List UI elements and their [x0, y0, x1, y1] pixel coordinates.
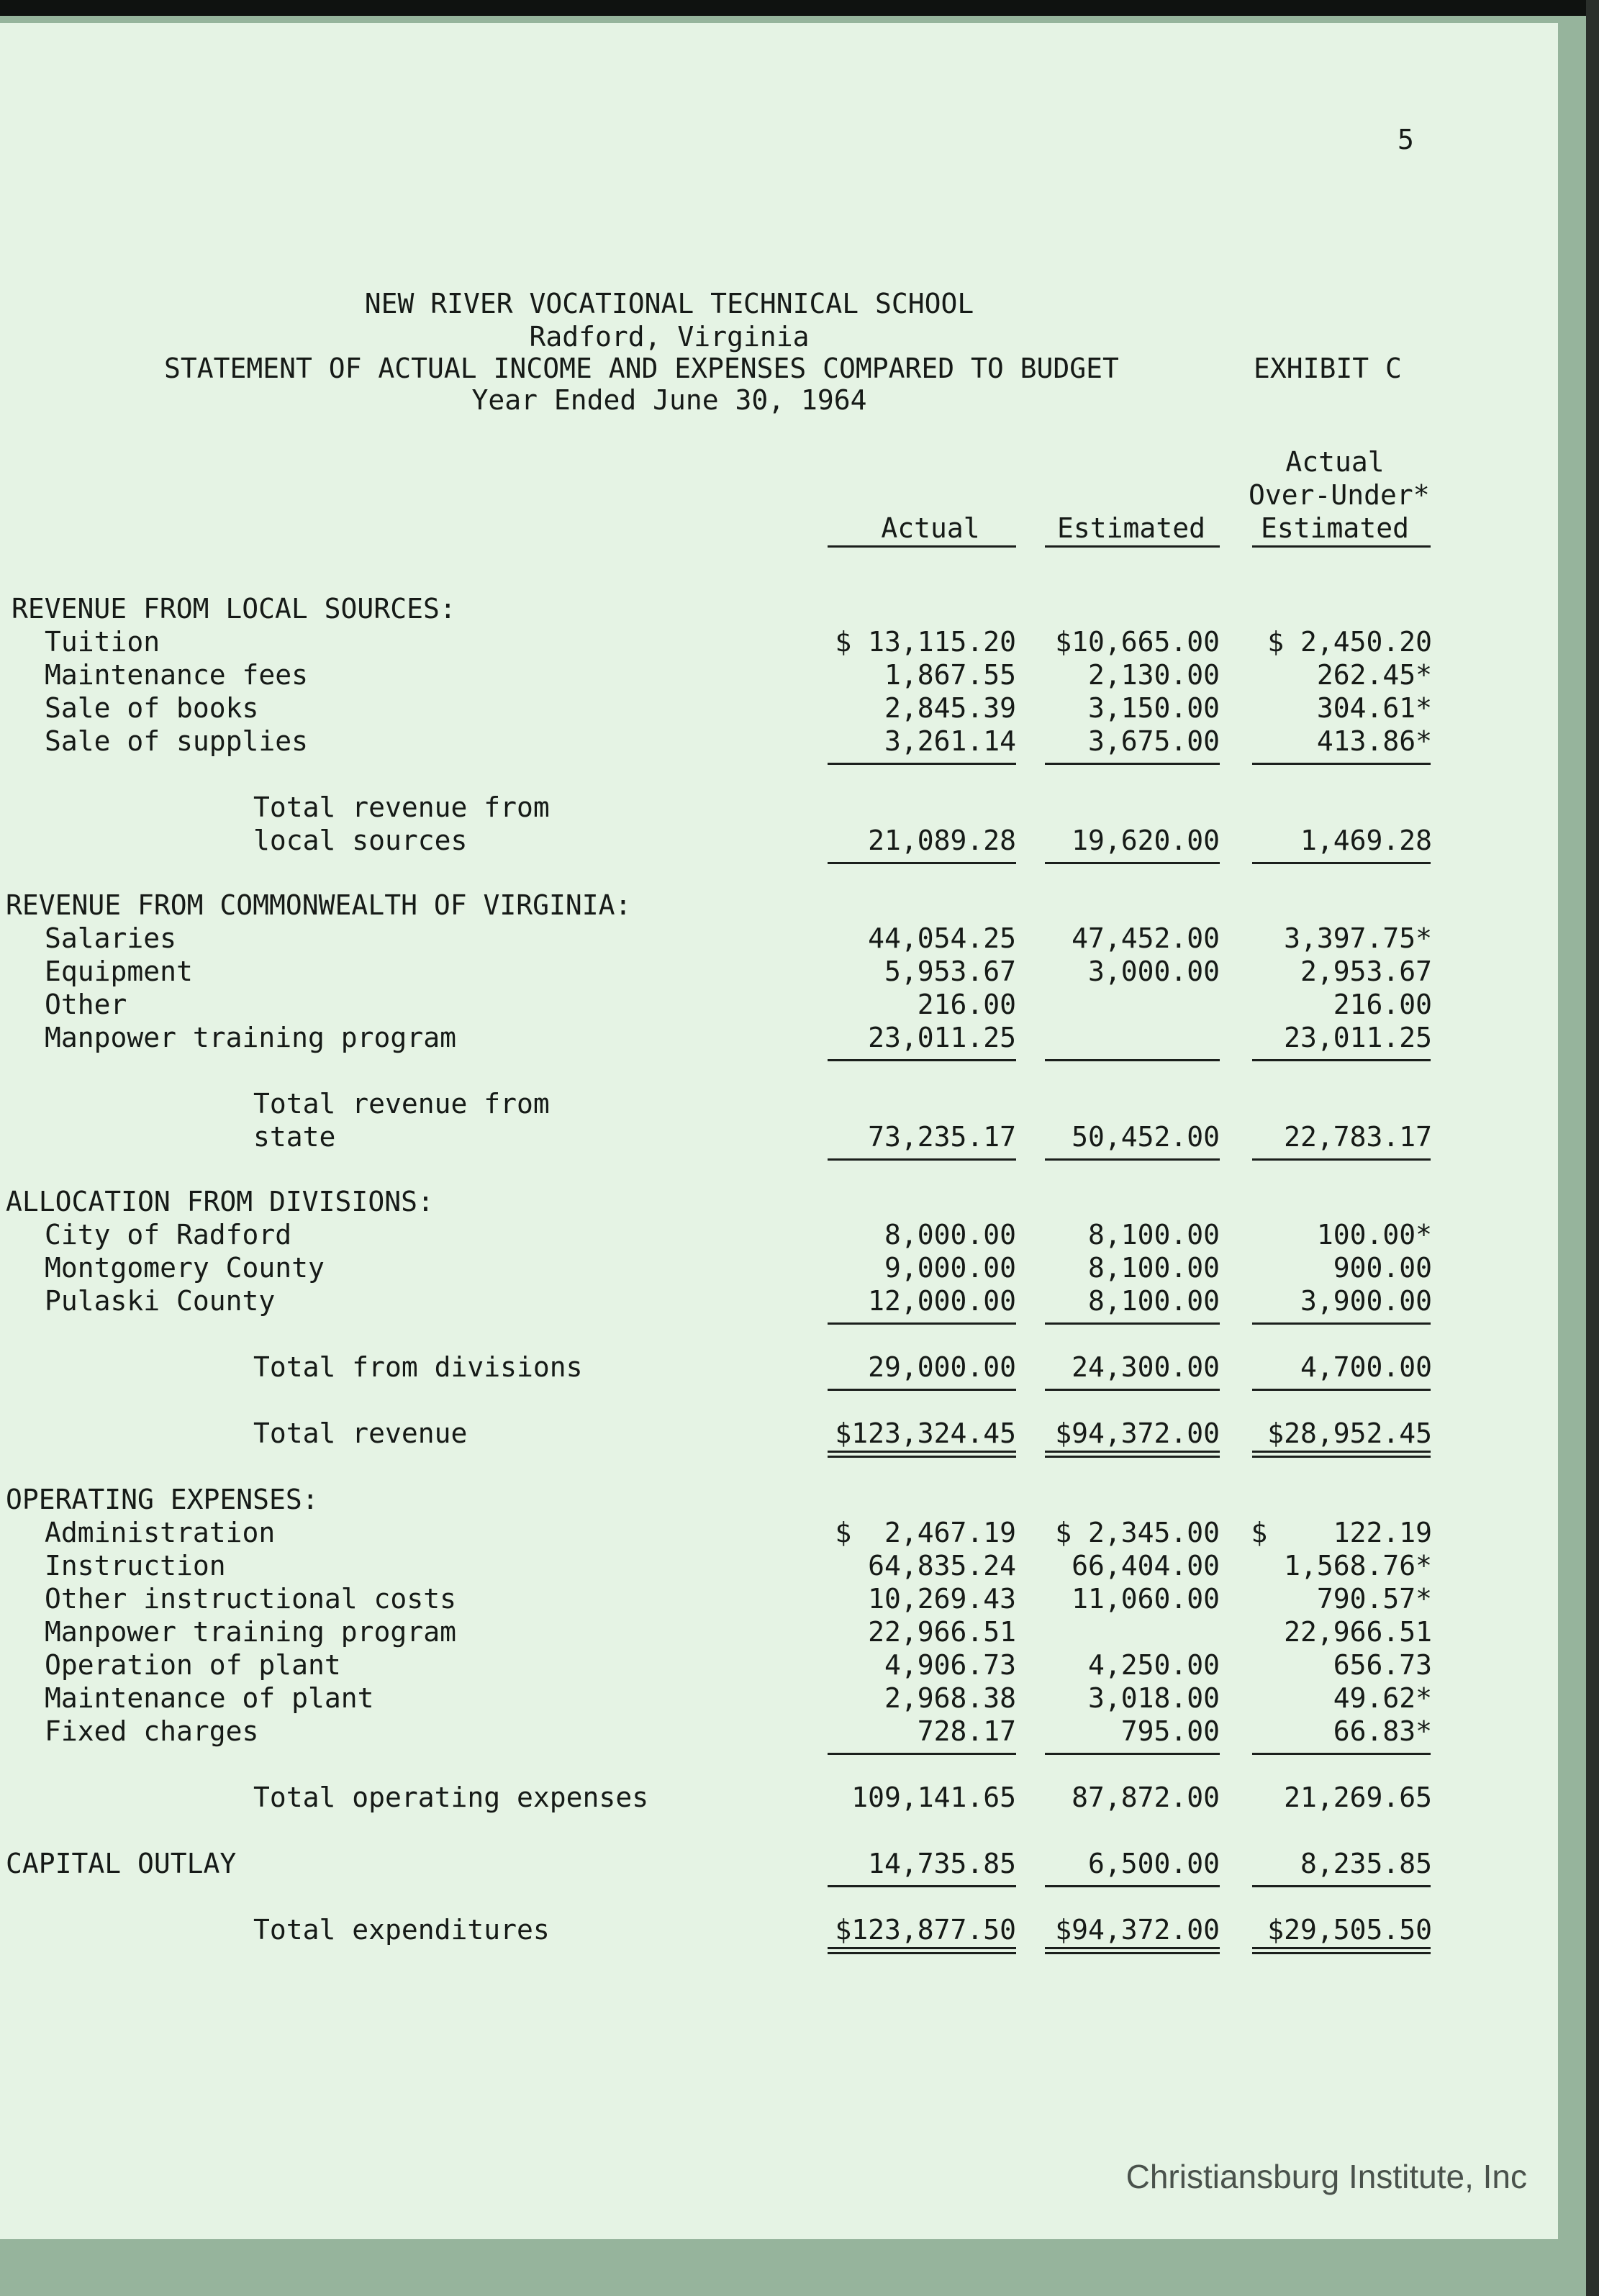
- capital-outlay-label: CAPITAL OUTLAY: [6, 1848, 237, 1879]
- cell-actual: 23,011.25: [868, 1022, 1016, 1053]
- row-label: Manpower training program: [45, 1022, 456, 1053]
- total-label: Total revenue from: [253, 1088, 550, 1120]
- row-label: Sale of books: [45, 692, 259, 724]
- total-rule: [1045, 1389, 1220, 1391]
- row-label: Manpower training program: [45, 1616, 456, 1648]
- cell-variance: 413.86*: [1316, 725, 1432, 757]
- row-label: Operation of plant: [45, 1649, 341, 1681]
- total-variance: 4,700.00: [1300, 1351, 1432, 1383]
- cell-estimated: 3,000.00: [1087, 956, 1220, 987]
- school-title: NEW RIVER VOCATIONAL TECHNICAL SCHOOL: [364, 288, 974, 319]
- total-revenue-estimated: $94,372.00: [1055, 1417, 1220, 1449]
- total-estimated: 24,300.00: [1072, 1351, 1220, 1383]
- cell-estimated: 8,100.00: [1087, 1219, 1220, 1251]
- total-rule: [1045, 862, 1220, 864]
- subtotal-rule: [1252, 763, 1431, 765]
- cell-variance: 304.61*: [1316, 692, 1432, 724]
- total-rule: [1252, 1158, 1431, 1161]
- subtotal-rule: [828, 1059, 1016, 1061]
- total-actual: 21,089.28: [868, 825, 1016, 856]
- cell-variance: $ 122.19: [1251, 1517, 1432, 1548]
- subtotal-rule: [1252, 1753, 1431, 1755]
- row-label: City of Radford: [45, 1219, 292, 1251]
- cell-actual: $ 2,467.19: [835, 1517, 1016, 1548]
- col-variance-line1: Actual: [1285, 446, 1385, 478]
- total-rule: [1045, 1158, 1220, 1161]
- total-rule: [828, 1389, 1016, 1391]
- row-label: Pulaski County: [45, 1285, 276, 1317]
- total-label: Total revenue from: [253, 791, 550, 823]
- cell-estimated: 66,404.00: [1072, 1550, 1220, 1582]
- row-label: Other instructional costs: [45, 1583, 456, 1615]
- subtotal-rule: [828, 1885, 1016, 1887]
- subtotal-rule: [828, 763, 1016, 765]
- subtotal-rule: [1045, 1885, 1220, 1887]
- cell-actual: 5,953.67: [884, 956, 1016, 987]
- watermark: Christiansburg Institute, Inc: [1125, 2158, 1527, 2195]
- col-variance-line3: Estimated: [1261, 512, 1409, 544]
- col-variance-rule: [1252, 545, 1431, 548]
- exhibit-label: EXHIBIT C: [1254, 353, 1402, 384]
- section-heading-local: REVENUE FROM LOCAL SOURCES:: [12, 593, 456, 625]
- subtotal-rule: [828, 1753, 1016, 1755]
- section-heading-divisions: ALLOCATION FROM DIVISIONS:: [6, 1186, 434, 1217]
- cell-estimated: 11,060.00: [1072, 1583, 1220, 1615]
- total-rule: [1252, 862, 1431, 864]
- total-variance: 1,469.28: [1300, 825, 1432, 856]
- row-label: Montgomery County: [45, 1252, 325, 1284]
- page-number: 5: [1398, 124, 1414, 155]
- total-actual: 109,141.65: [851, 1782, 1016, 1813]
- col-estimated-rule: [1045, 545, 1220, 548]
- cell-variance: 100.00*: [1316, 1219, 1432, 1251]
- row-label: Administration: [45, 1517, 276, 1548]
- cell-variance: 66.83*: [1333, 1715, 1432, 1747]
- cell-variance: 216.00: [1333, 989, 1432, 1020]
- cell-estimated: 8,100.00: [1087, 1285, 1220, 1317]
- subtotal-rule: [1252, 1059, 1431, 1061]
- total-actual: 73,235.17: [868, 1121, 1016, 1153]
- capital-variance: 8,235.85: [1300, 1848, 1432, 1879]
- row-label: Maintenance fees: [45, 659, 309, 691]
- row-label: Maintenance of plant: [45, 1682, 374, 1714]
- cell-variance: 2,953.67: [1300, 956, 1432, 987]
- total-estimated: 50,452.00: [1072, 1121, 1220, 1153]
- cell-variance: 790.57*: [1316, 1583, 1432, 1615]
- total-estimated: 87,872.00: [1072, 1782, 1220, 1813]
- cell-estimated: 3,018.00: [1087, 1682, 1220, 1714]
- cell-variance: 3,397.75*: [1284, 922, 1432, 954]
- total-rule: [828, 1158, 1016, 1161]
- cell-estimated: 4,250.00: [1087, 1649, 1220, 1681]
- section-heading-operating: OPERATING EXPENSES:: [6, 1484, 319, 1515]
- cell-variance: 3,900.00: [1300, 1285, 1432, 1317]
- total-rule: [1252, 1389, 1431, 1391]
- cell-actual: 12,000.00: [868, 1285, 1016, 1317]
- cell-actual: 3,261.14: [884, 725, 1016, 757]
- total-label: Total operating expenses: [253, 1782, 649, 1813]
- col-estimated: Estimated: [1057, 512, 1205, 544]
- grand-total-rule: [1045, 1451, 1220, 1458]
- capital-actual: 14,735.85: [868, 1848, 1016, 1879]
- total-label: state: [253, 1121, 336, 1153]
- row-label: Other: [45, 989, 127, 1020]
- total-revenue-label: Total revenue: [253, 1417, 468, 1449]
- cell-variance: 23,011.25: [1284, 1022, 1432, 1053]
- grand-total-rule: [828, 1947, 1016, 1954]
- total-revenue-actual: $123,324.45: [835, 1417, 1016, 1449]
- subtotal-rule: [828, 1322, 1016, 1325]
- total-variance: 22,783.17: [1284, 1121, 1432, 1153]
- total-expenditures-estimated: $94,372.00: [1055, 1914, 1220, 1946]
- total-expenditures-actual: $123,877.50: [835, 1914, 1016, 1946]
- cell-variance: 656.73: [1333, 1649, 1432, 1681]
- period-label: Year Ended June 30, 1964: [471, 384, 867, 416]
- cell-estimated: 3,675.00: [1087, 725, 1220, 757]
- section-heading-state: REVENUE FROM COMMONWEALTH OF VIRGINIA:: [6, 889, 632, 921]
- cell-actual: 4,906.73: [884, 1649, 1016, 1681]
- cell-variance: 1,568.76*: [1284, 1550, 1432, 1582]
- scan-top-border: [0, 0, 1599, 16]
- total-expenditures-variance: $29,505.50: [1267, 1914, 1432, 1946]
- cell-variance: $ 2,450.20: [1267, 626, 1432, 658]
- grand-total-rule: [1252, 1451, 1431, 1458]
- subtotal-rule: [1252, 1885, 1431, 1887]
- statement-title: STATEMENT OF ACTUAL INCOME AND EXPENSES COMPARED TO BUDGET: [164, 353, 1119, 384]
- cell-actual: 44,054.25: [868, 922, 1016, 954]
- subtotal-rule: [1045, 1059, 1220, 1061]
- cell-actual: 8,000.00: [884, 1219, 1016, 1251]
- total-rule: [828, 862, 1016, 864]
- cell-variance: 262.45*: [1316, 659, 1432, 691]
- cell-estimated: 2,130.00: [1087, 659, 1220, 691]
- cell-actual: 64,835.24: [868, 1550, 1016, 1582]
- cell-estimated: 47,452.00: [1072, 922, 1220, 954]
- subtotal-rule: [1045, 1753, 1220, 1755]
- col-variance-line2: Over-Under*: [1249, 479, 1430, 511]
- row-label: Sale of supplies: [45, 725, 309, 757]
- cell-variance: 49.62*: [1333, 1682, 1432, 1714]
- scan-right-border: [1586, 0, 1599, 2296]
- total-actual: 29,000.00: [868, 1351, 1016, 1383]
- cell-actual: 1,867.55: [884, 659, 1016, 691]
- cell-actual: 10,269.43: [868, 1583, 1016, 1615]
- school-location: Radford, Virginia: [529, 321, 810, 353]
- subtotal-rule: [1045, 1322, 1220, 1325]
- row-label: Tuition: [45, 626, 160, 658]
- cell-estimated: 795.00: [1120, 1715, 1220, 1747]
- cell-actual: 2,968.38: [884, 1682, 1016, 1714]
- cell-actual: 22,966.51: [868, 1616, 1016, 1648]
- subtotal-rule: [1252, 1322, 1431, 1325]
- grand-total-rule: [828, 1451, 1016, 1458]
- capital-estimated: 6,500.00: [1087, 1848, 1220, 1879]
- col-actual: Actual: [881, 512, 980, 544]
- subtotal-rule: [1045, 763, 1220, 765]
- total-variance: 21,269.65: [1284, 1782, 1432, 1813]
- cell-actual: 2,845.39: [884, 692, 1016, 724]
- total-expenditures-label: Total expenditures: [253, 1914, 550, 1946]
- row-label: Fixed charges: [45, 1715, 259, 1747]
- grand-total-rule: [1252, 1947, 1431, 1954]
- cell-actual: $ 13,115.20: [835, 626, 1016, 658]
- grand-total-rule: [1045, 1947, 1220, 1954]
- cell-estimated: 3,150.00: [1087, 692, 1220, 724]
- cell-actual: 216.00: [917, 989, 1016, 1020]
- document-page: [0, 23, 1558, 2239]
- total-estimated: 19,620.00: [1072, 825, 1220, 856]
- total-label: Total from divisions: [253, 1351, 583, 1383]
- cell-estimated: $ 2,345.00: [1055, 1517, 1220, 1548]
- cell-variance: 22,966.51: [1284, 1616, 1432, 1648]
- cell-actual: 9,000.00: [884, 1252, 1016, 1284]
- total-revenue-variance: $28,952.45: [1267, 1417, 1432, 1449]
- cell-estimated: $10,665.00: [1055, 626, 1220, 658]
- cell-estimated: 8,100.00: [1087, 1252, 1220, 1284]
- row-label: Salaries: [45, 922, 177, 954]
- cell-variance: 900.00: [1333, 1252, 1432, 1284]
- col-actual-rule: [828, 545, 1016, 548]
- cell-actual: 728.17: [917, 1715, 1016, 1747]
- row-label: Equipment: [45, 956, 193, 987]
- row-label: Instruction: [45, 1550, 226, 1582]
- total-label: local sources: [253, 825, 468, 856]
